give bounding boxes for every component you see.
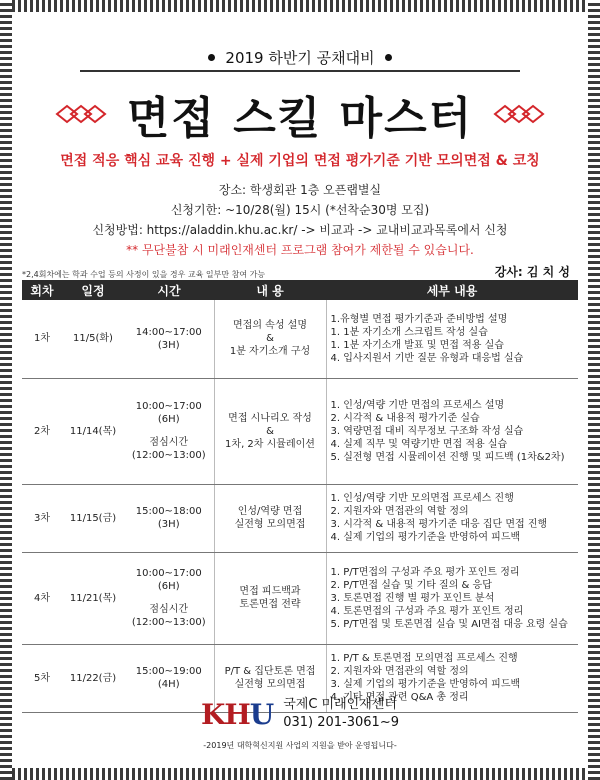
table-row	[22, 484, 578, 552]
info-block	[22, 180, 578, 260]
column-header-content: 내 용	[214, 280, 326, 300]
table-row	[22, 300, 578, 378]
schedule-table	[22, 280, 578, 713]
poster-content	[22, 22, 578, 758]
attendance-note: *2,4회차에는 학과 수업 등의 사정이 있을 경우 교육 일부만 참여 가능	[22, 270, 266, 279]
page-title: 면접 스킬 마스터	[126, 93, 474, 144]
table-row	[22, 378, 578, 484]
org-name: 국제C 미래인재센터	[283, 697, 397, 712]
round-cell: 2차	[22, 378, 62, 484]
date-cell: 11/14(목)	[62, 378, 124, 484]
footer	[22, 694, 578, 734]
time-cell: 10:00~17:00 (6H) 점심시간 (12:00~13:00)	[124, 552, 214, 644]
details-cell: 1.유형별 면접 평가기준과 준비방법 설명 1. 1분 자기소개 스크립트 작성 실습 1. 1분 자기소개 발표 및 면접 적용 실습 4. 입사지원서 기반 질문 유형과 대응법 실습	[326, 300, 578, 378]
content-cell: 면접의 속성 설명 & 1분 자기소개 구성	[214, 300, 326, 378]
semester-label: 2019 하반기 공채대비	[225, 49, 375, 67]
details-cell: 1. P/T면접의 구성과 주요 평가 포인트 정리 2. P/T면접 실습 및 기타 질의 & 응답 3. 토론면접 진행 별 평가 포인트 분석 4. 토론면접의 구성과 주요 평가 포인트 정리 5. P/T면접 및 토론면접 실습 및 AI면접 대응 요령 실습	[326, 552, 578, 644]
time-cell: 10:00~17:00 (6H) 점심시간 (12:00~13:00)	[124, 378, 214, 484]
deadline-text: 신청기한: ~10/28(월) 15시 (*선착순30명 모집)	[170, 203, 430, 217]
org-info	[283, 696, 399, 732]
column-header-round: 회차	[22, 280, 62, 300]
khu-logo: KHU	[201, 697, 274, 731]
date-cell: 11/5(화)	[62, 300, 124, 378]
details-cell: 1. 인성/역량 기반 모의면접 프로세스 진행 2. 지원자와 면접관의 역할 정의 3. 시각적 & 내용적 평가기준 대응 집단 면접 진행 4. 실제 기업의 평가기준을 반영하여 피드백	[326, 484, 578, 552]
column-header-details: 세부 내용	[326, 280, 578, 300]
column-header-date: 일정	[62, 280, 124, 300]
border-top	[0, 0, 600, 12]
subtitle: 면접 적응 핵심 교육 진행 + 실제 기업의 면접 평가기준 기반 모의면접 & 코칭	[60, 153, 540, 169]
round-cell: 3차	[22, 484, 62, 552]
time-cell: 14:00~17:00 (3H)	[124, 300, 214, 378]
funding-note: -2019년 대학혁신지원 사업의 지원을 받아 운영됩니다-	[203, 741, 397, 750]
diamond-ornament-icon	[489, 104, 545, 124]
time-cell: 15:00~18:00 (3H)	[124, 484, 214, 552]
method-text: 신청방법: https://aladdin.khu.ac.kr/ -> 비교과 -> 교내비교과목록에서 신청	[92, 223, 508, 237]
details-cell: 1. 인성/역량 기반 면접의 프로세스 설명 2. 시각적 & 내용적 평가기준 실습 3. 역량면접 대비 직무정보 구조화 작성 실습 4. 실제 직무 및 역량기반 면접 적용 실습 5. 실전형 면접 시뮬레이션 진행 및 피드백 (1차&2차)	[326, 378, 578, 484]
column-header-time: 시간	[124, 280, 214, 300]
warning-text: ** 무단불참 시 미래인재센터 프로그램 참여가 제한될 수 있습니다.	[126, 243, 474, 257]
org-phone: 031) 201-3061~9	[283, 715, 399, 730]
table-row	[22, 552, 578, 644]
details-cell: 1. P/T & 토론면접 모의면접 프로세스 진행 2. 지원자와 면접관의 역할 정의 3. 실제 기업의 평가기준을 반영하여 피드백 4. 기타 면접 관련 Q&A 총 정리	[326, 644, 578, 712]
round-cell: 1차	[22, 300, 62, 378]
table-header-row	[22, 280, 578, 300]
content-cell: 면접 시나리오 작성 & 1차, 2차 시뮬레이션	[214, 378, 326, 484]
bullet-dot-icon	[208, 54, 215, 61]
header-top	[22, 46, 578, 68]
date-cell: 11/21(목)	[62, 552, 124, 644]
lecturer-name: 강사: 김 치 성	[494, 265, 570, 279]
time-cell: 15:00~19:00 (4H)	[124, 644, 214, 712]
content-cell: P/T & 집단토론 면접 실전형 모의면접	[214, 644, 326, 712]
border-left	[0, 0, 12, 780]
diamond-ornament-icon	[55, 104, 111, 124]
border-right	[588, 0, 600, 780]
header-divider	[80, 70, 520, 72]
date-cell: 11/22(금)	[62, 644, 124, 712]
note-row	[22, 262, 578, 280]
date-cell: 11/15(금)	[62, 484, 124, 552]
location-text: 장소: 학생회관 1층 오픈랩별실	[218, 183, 382, 197]
title-row	[22, 82, 578, 146]
round-cell: 4차	[22, 552, 62, 644]
border-bottom	[0, 768, 600, 780]
content-cell: 인성/역량 면접 실전형 모의면접	[214, 484, 326, 552]
bullet-dot-icon	[385, 54, 392, 61]
round-cell: 5차	[22, 644, 62, 712]
content-cell: 면접 피드백과 토론면접 전략	[214, 552, 326, 644]
